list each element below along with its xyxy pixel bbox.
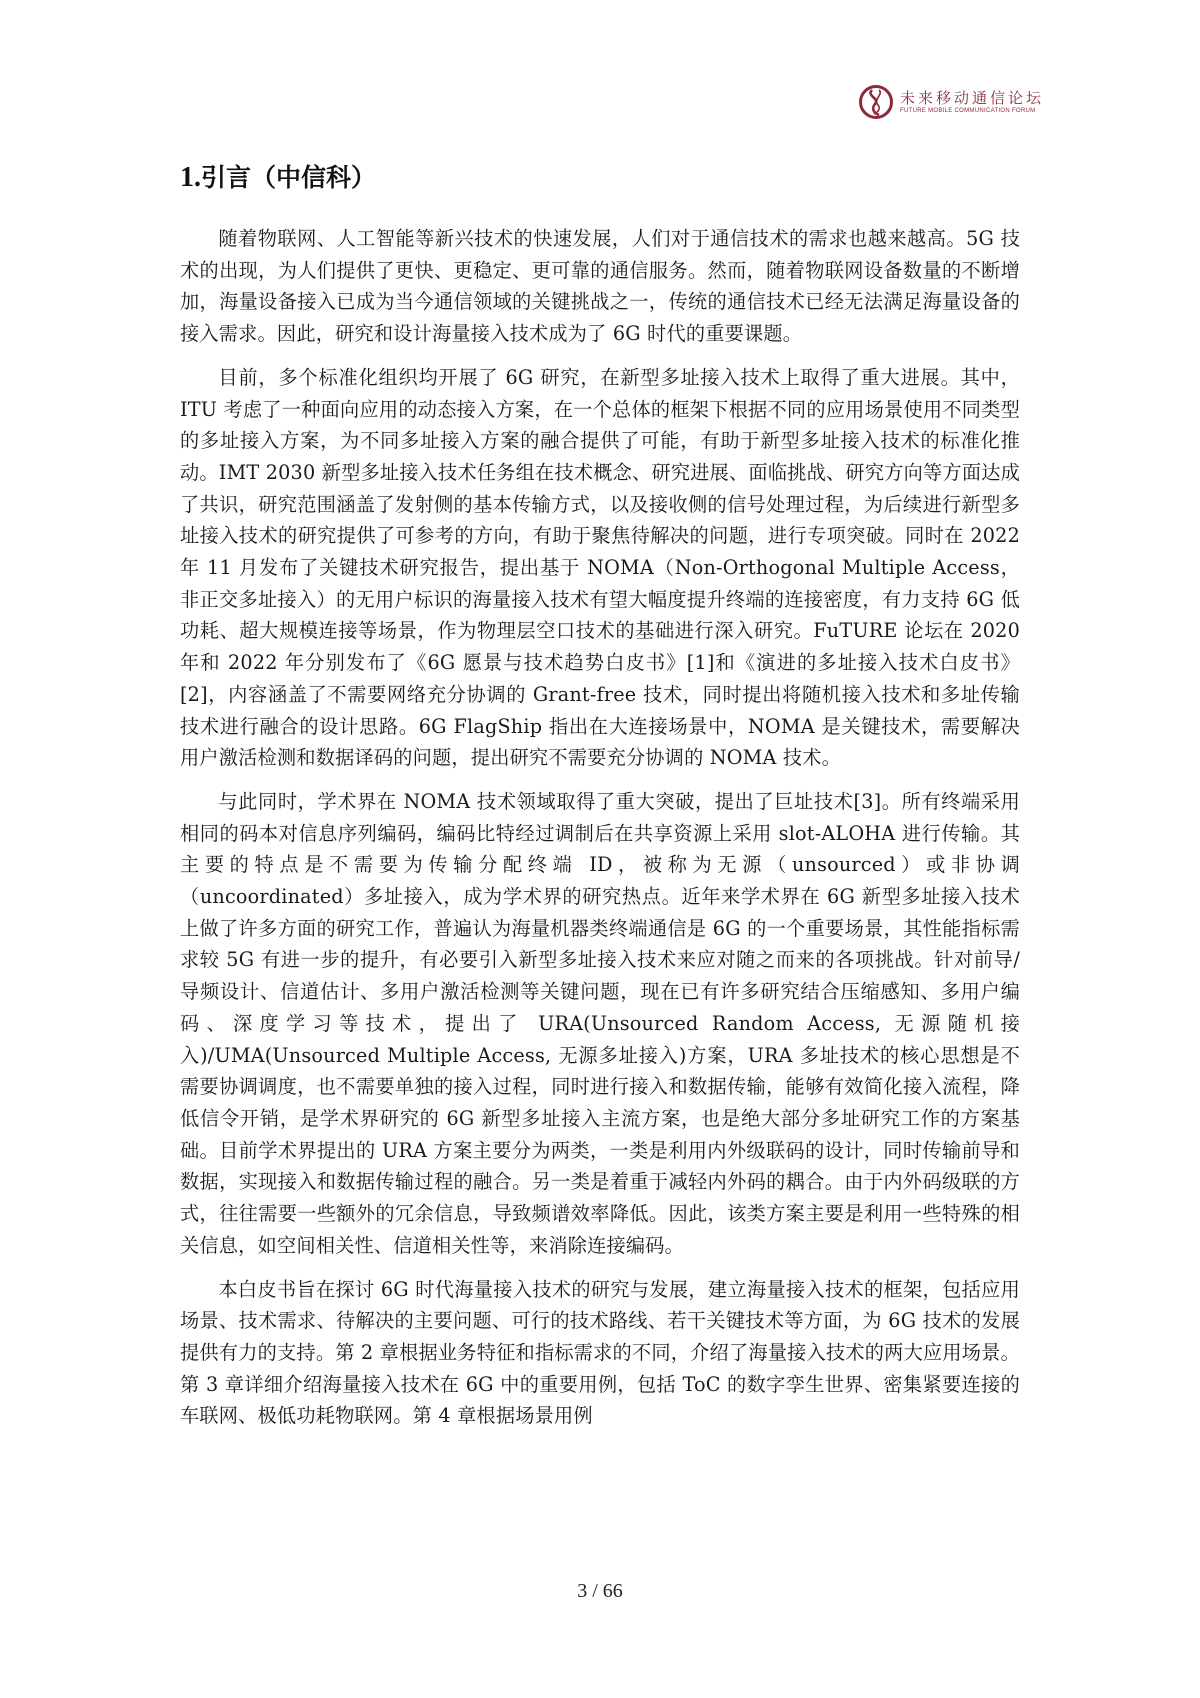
logo-english-name: FUTURE MOBILE COMMUNICATION FORUM: [900, 108, 1036, 114]
section-number: 1.: [180, 162, 201, 193]
section-title: [180, 158, 376, 194]
paragraph-3: 与此同时，学术界在 NOMA 技术领域取得了重大突破，提出了巨址技术[3]。所有终端采用相同的码本对信息序列编码，编码比特经过调制后在共享资源上采用 slot-ALOHA 进行传输。其主要的特点是不需要为传输分配终端 ID，被称为无源（unsourced）或非协调（uncoordinated）多址接入，成为学术界的研究热点。近年来学术界在 6G 新型多址接入技术上做了许多方面的研究工作，普遍认为海量机器类终端通信是 6G 的一个重要场景，其性能指标需求较 5G 有进一步的提升，有必要引入新型多址接入技术来应对随之而来的各项挑战。针对前导/导频设计、信道估计、多用户激活检测等关键问题，现在已有许多研究结合压缩感知、多用户编码、深度学习等技术，提出了 URA(Unsourced Random Access, 无源随机接入)/UMA(Unsourced Multiple Access, 无源多址接入)方案，URA 多址技术的核心思想是不需要协调调度，也不需要单独的接入过程，同时进行接入和数据传输，能够有效简化接入流程，降低信令开销，是学术界研究的 6G 新型多址接入主流方案，也是绝大部分多址研究工作的方案基础。目前学术界提出的 URA 方案主要分为两类，一类是利用内外级联码的设计，同时传输前导和数据，实现接入和数据传输过程的融合。另一类是着重于减轻内外码的耦合。由于内外码级联的方式，往往需要一些额外的冗余信息，导致频谱效率降低。因此，该类方案主要是利用一些特殊的相关信息，如空间相关性、信道相关性等，来消除连接编码。: [180, 789, 1020, 1257]
section-title-text: 引言（中信科）: [201, 163, 377, 192]
paragraph-2: 目前，多个标准化组织均开展了 6G 研究，在新型多址接入技术上取得了重大进展。其中，ITU 考虑了一种面向应用的动态接入方案，在一个总体的框架下根据不同的应用场景使用不同类型的多址接入方案，为不同多址接入方案的融合提供了可能，有助于新型多址接入技术的标准化推动。IMT 2030 新型多址接入技术任务组在技术概念、研究进展、面临挑战、研究方向等方面达成了共识，研究范围涵盖了发射侧的基本传输方式，以及接收侧的信号处理过程，为后续进行新型多址接入技术的研究提供了可参考的方向，有助于聚焦待解决的问题，进行专项突破。同时在 2022 年 11 月发布了关键技术研究报告，提出基于 NOMA（Non-Orthogonal Multiple Access，非正交多址接入）的无用户标识的海量接入技术有望大幅度提升终端的连接密度，有力支持 6G 低功耗、超大规模连接等场景，作为物理层空口技术的基础进行深入研究。FuTURE 论坛在 2020 年和 2022 年分别发布了《6G 愿景与技术趋势白皮书》[1]和《演进的多址接入技术白皮书》[2]，内容涵盖了不需要网络充分协调的 Grant-free 技术，同时提出将随机接入技术和多址传输技术进行融合的设计思路。6G FlagShip 指出在大连接场景中，NOMA 是关键技术，需要解决用户激活检测和数据译码的问题，提出研究不需要充分协调的 NOMA 技术。: [180, 365, 1020, 770]
logo-chinese-name: 未来移动通信论坛: [900, 89, 1045, 107]
document-body: [180, 223, 1020, 1444]
forum-logo-icon: [858, 84, 894, 120]
page-number: 3 / 66: [577, 1580, 623, 1602]
paragraph-4: 本白皮书旨在探讨 6G 时代海量接入技术的研究与发展，建立海量接入技术的框架，包括应用场景、技术需求、待解决的主要问题、可行的技术路线、若干关键技术等方面，为 6G 技术的发展提供有力的支持。第 2 章根据业务特征和指标需求的不同，介绍了海量接入技术的两大应用场景。第 3 章详细介绍海量接入技术在 6G 中的重要用例，包括 ToC 的数字孪生世界、密集紧要连接的车联网、极低功耗物联网。第 4 章根据场景用例: [180, 1277, 1020, 1428]
paragraph-1: 随着物联网、人工智能等新兴技术的快速发展，人们对于通信技术的需求也越来越高。5G 技术的出现，为人们提供了更快、更稳定、更可靠的通信服务。然而，随着物联网设备数量的不断增加，海量设备接入已成为当今通信领域的关键挑战之一，传统的通信技术已经无法满足海量设备的接入需求。因此，研究和设计海量接入技术成为了 6G 时代的重要课题。: [180, 227, 1020, 346]
forum-logo: [858, 84, 1044, 120]
